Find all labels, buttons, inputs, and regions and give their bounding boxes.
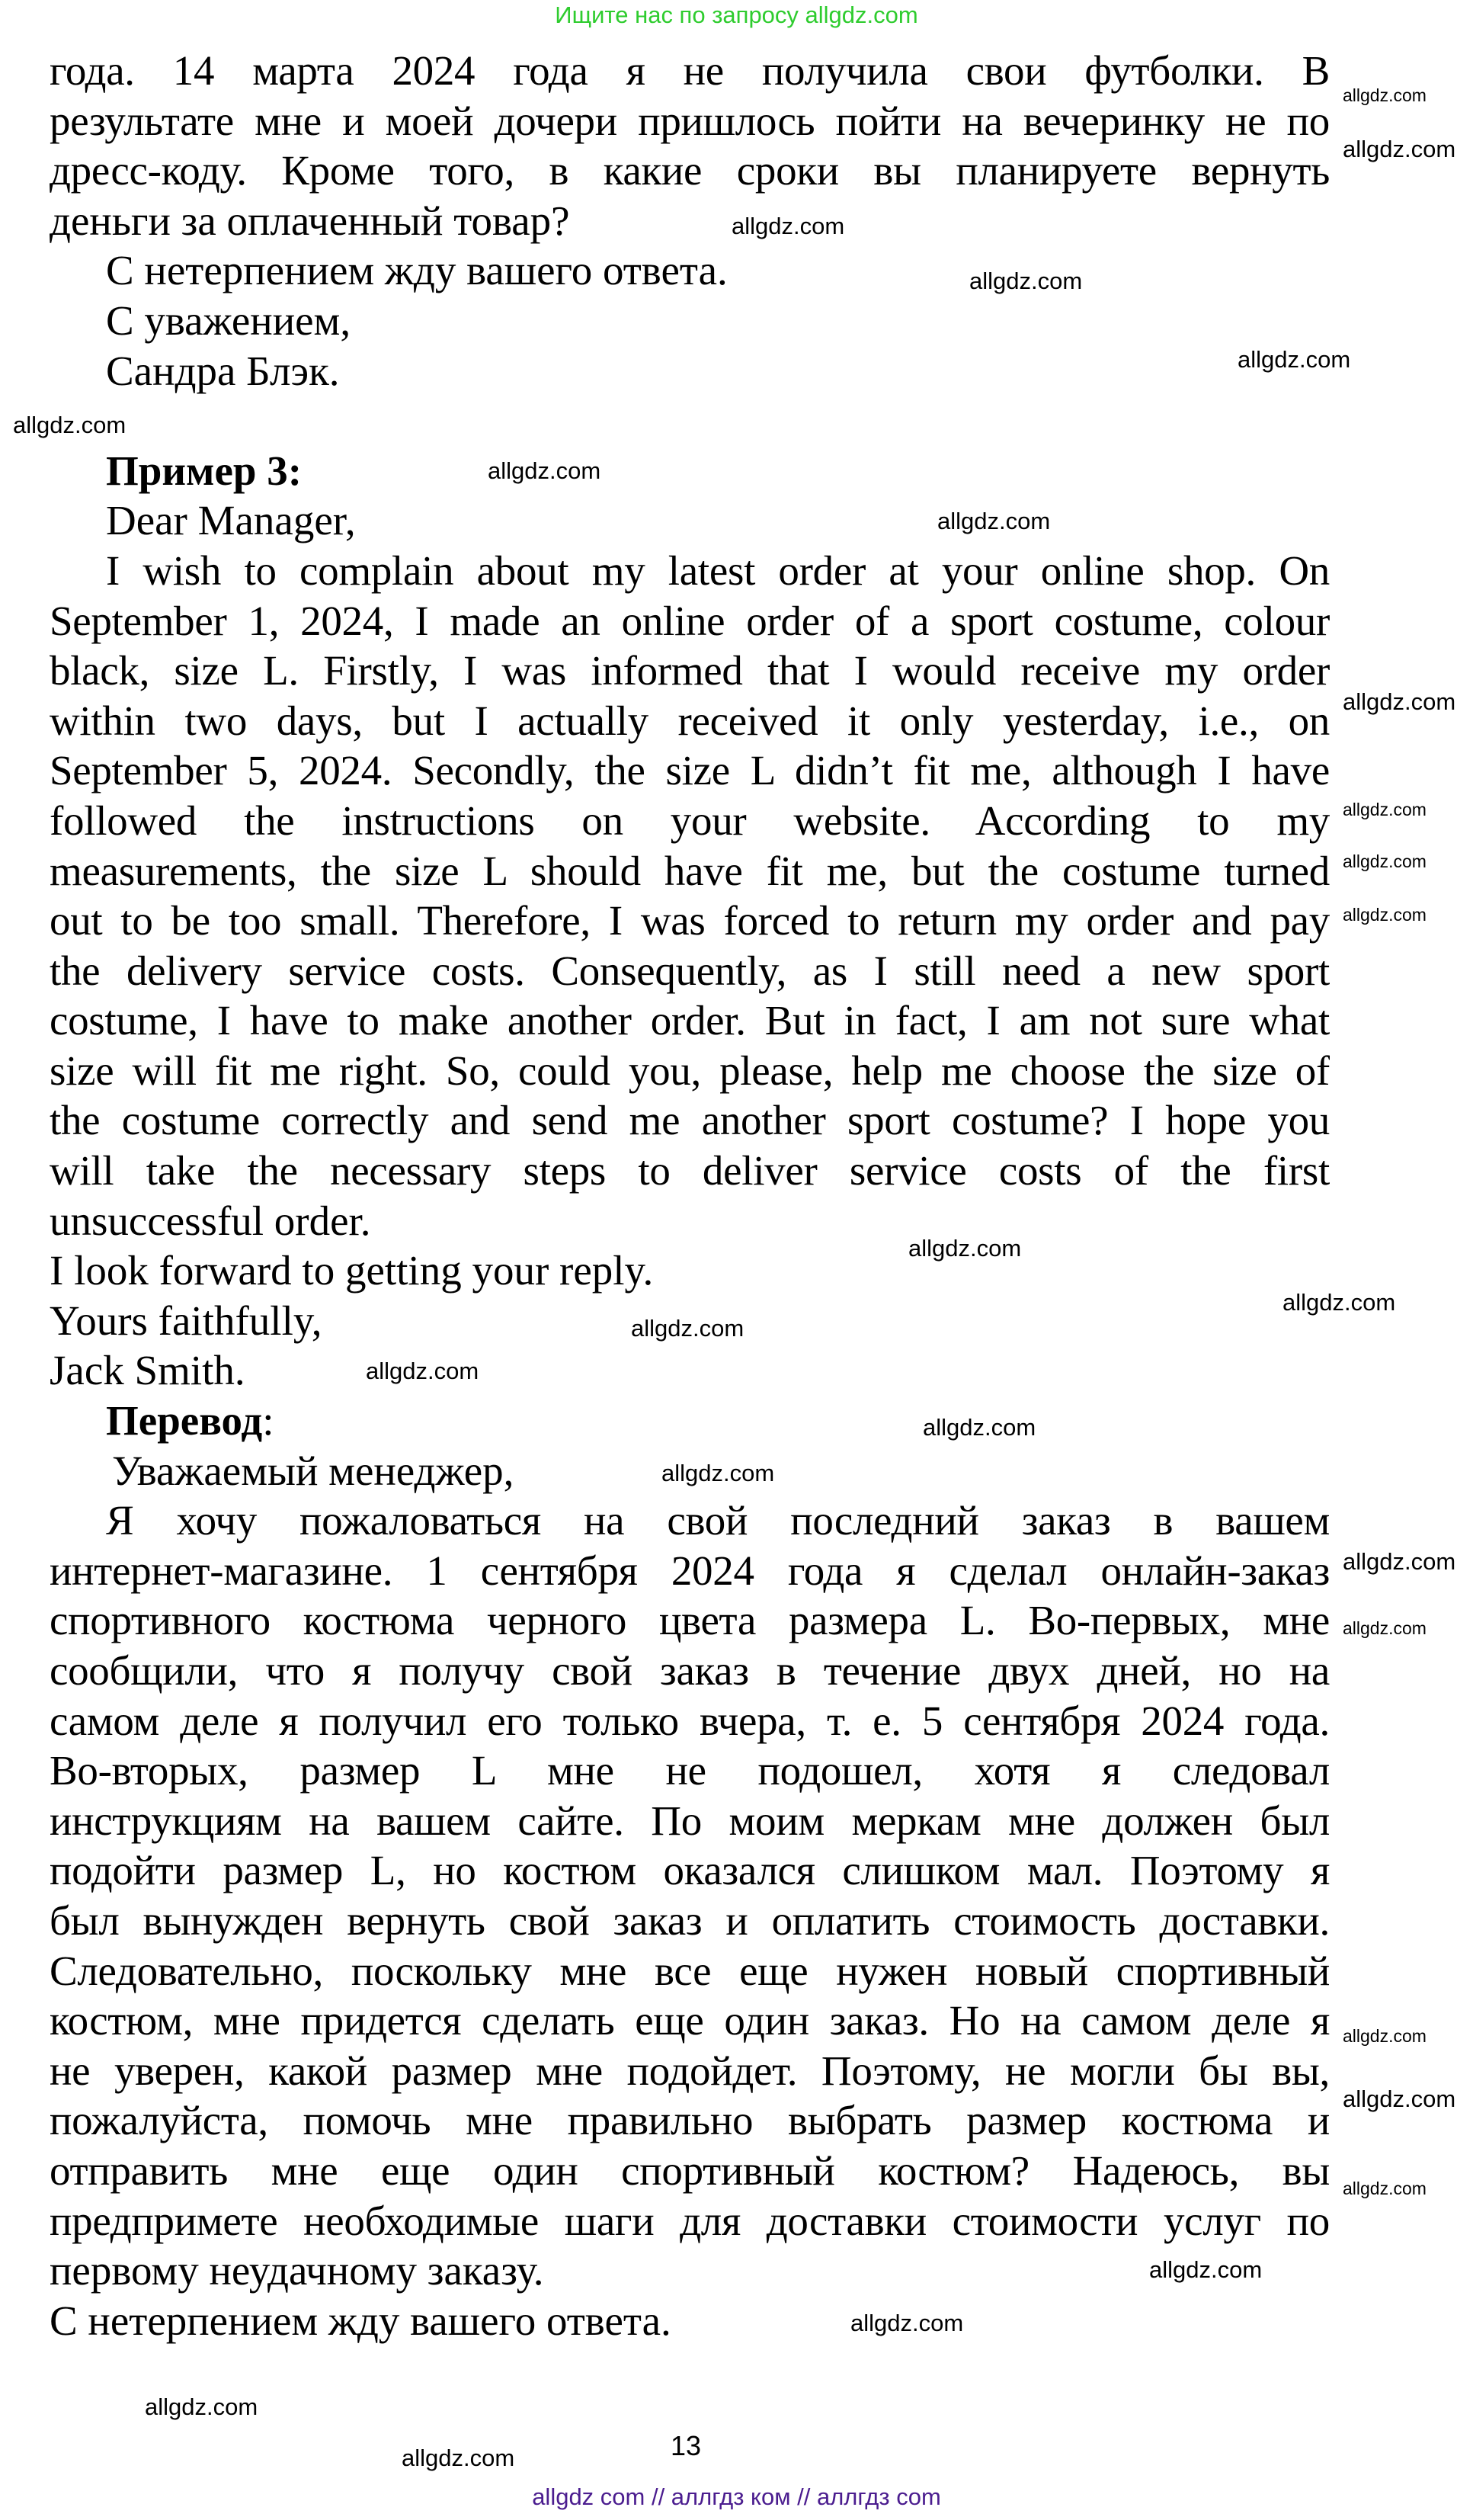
watermark: allgdz.com (1343, 800, 1427, 819)
salutation: Уважаемый менеджер, (112, 1447, 514, 1494)
text-line: С нетерпением жду вашего ответа. (106, 247, 728, 294)
text-line: will take the necessary steps to deliver service costs of the first (50, 1147, 1330, 1194)
signature: Сандра Блэк. (106, 347, 340, 394)
watermark: allgdz.com (1282, 1289, 1396, 1316)
text-line: Во-вторых, размер L мне не подошел, хотя я следовал (50, 1747, 1330, 1794)
watermark: allgdz.com (488, 457, 601, 484)
translation-heading-colon: : (262, 1397, 274, 1444)
signature: Jack Smith. (50, 1347, 245, 1394)
watermark: allgdz.com (1149, 2256, 1263, 2283)
watermark: allgdz.com (1343, 851, 1427, 871)
text-line: the costume correctly and send me another sport costume? I hope you (50, 1097, 1330, 1144)
text-line: сообщили, что я получу свой заказ в течение двух дней, но на (50, 1647, 1330, 1694)
translation-heading (50, 1396, 274, 1446)
text-line: black, size L. Firstly, I was informed that I would receive my order (50, 647, 1330, 694)
text-line: отправить мне еще один спортивный костюм? Надеюсь, вы (50, 2146, 1330, 2194)
watermark: allgdz.com (1343, 136, 1456, 162)
watermark: allgdz.com (732, 213, 845, 239)
text-line: within two days, but I actually received it only yesterday, i.e., on (50, 697, 1330, 744)
text-line: пожалуйста, помочь мне правильно выбрать размер костюма и (50, 2097, 1330, 2144)
text-line: Я хочу пожаловаться на свой последний заказ в вашем (106, 1497, 1330, 1544)
text-line: предпримете необходимые шаги для доставки стоимости услуг по (50, 2197, 1330, 2244)
watermark: allgdz.com (923, 1414, 1036, 1441)
watermark: allgdz.com (908, 1235, 1022, 1262)
text-line: Следовательно, поскольку мне все еще нужен новый спортивный (50, 1947, 1330, 1994)
text-line: самом деле я получил его только вчера, т. е. 5 сентября 2024 года. (50, 1697, 1330, 1744)
watermark: allgdz.com (969, 268, 1083, 294)
text-line: спортивного костюма черного цвета размера L. Во-первых, мне (50, 1597, 1330, 1644)
watermark: allgdz.com (1343, 2179, 1427, 2198)
text-line: costume, I have to make another order. But in fact, I am not sure what (50, 997, 1330, 1044)
watermark: allgdz.com (1238, 346, 1351, 373)
text-line: первому неудачному заказу. (50, 2247, 544, 2294)
text-line: size will fit me right. So, could you, please, help me choose the size of (50, 1047, 1330, 1094)
text-line: Yours faithfully, (50, 1297, 322, 1344)
watermark: allgdz.com (366, 1358, 479, 1384)
text-line: года. 14 марта 2024 года я не получила свои футболки. В (50, 47, 1330, 94)
watermark: allgdz.com (13, 412, 126, 438)
salutation: Dear Manager, (106, 497, 356, 544)
text-line: September 5, 2024. Secondly, the size L didn’t fit me, although I have (50, 747, 1330, 794)
watermark: allgdz.com (402, 2445, 515, 2471)
watermark: allgdz.com (1343, 2026, 1427, 2046)
document-body (50, 46, 1330, 2345)
text-line: С нетерпением жду вашего ответа. (50, 2297, 671, 2344)
watermark: allgdz.com (937, 508, 1051, 534)
text-line: результате мне и моей дочери пришлось пойти на вечеринку не по (50, 97, 1330, 144)
header-banner: Ищите нас по запросу allgdz.com (555, 2, 918, 28)
example-heading: Пример 3: (106, 447, 303, 494)
text-line: дресс-коду. Кроме того, в какие сроки вы планируете вернуть (50, 147, 1330, 194)
text-line: the delivery service costs. Consequently, as I still need a new sport (50, 947, 1330, 994)
text-line: I wish to complain about my latest order at your online shop. On (106, 547, 1330, 594)
watermark: allgdz.com (1343, 688, 1456, 715)
watermark: allgdz.com (1343, 1548, 1456, 1575)
text-line: out to be too small. Therefore, I was forced to return my order and pay (50, 897, 1330, 944)
watermark: allgdz.com (145, 2393, 258, 2420)
page-number: 13 (671, 2430, 702, 2461)
watermark: allgdz.com (850, 2310, 964, 2336)
text-line: костюм, мне придется сделать еще один заказ. Но на самом деле я (50, 1997, 1330, 2044)
watermark: allgdz.com (1343, 1618, 1427, 1638)
text-line: unsuccessful order. (50, 1197, 371, 1244)
text-line: measurements, the size L should have fit me, but the costume turned (50, 847, 1330, 894)
text-line: интернет-магазине. 1 сентября 2024 года я сделал онлайн-заказ (50, 1547, 1330, 1594)
text-line: подойти размер L, но костюм оказался слишком мал. Поэтому я (50, 1847, 1330, 1894)
text-line: September 1, 2024, I made an online order of a sport costume, colour (50, 597, 1330, 644)
watermark: allgdz.com (631, 1315, 745, 1342)
text-line: I look forward to getting your reply. (50, 1247, 654, 1294)
watermark: allgdz.com (1343, 2086, 1456, 2112)
watermark: allgdz.com (1343, 905, 1427, 925)
footer-banner: allgdz com // аллгдз ком // аллгдз com (532, 2483, 941, 2510)
text-line: не уверен, какой размер мне подойдет. Поэтому, не могли бы вы, (50, 2047, 1330, 2094)
text-line: был вынужден вернуть свой заказ и оплатить стоимость доставки. (50, 1896, 1330, 1944)
translation-heading-label: Перевод (106, 1397, 263, 1444)
text-line: С уважением, (106, 297, 351, 344)
watermark: allgdz.com (1343, 85, 1427, 105)
watermark: allgdz.com (661, 1460, 775, 1486)
text-line: инструкциям на вашем сайте. По моим меркам мне должен был (50, 1797, 1330, 1844)
text-line: followed the instructions on your website. According to my (50, 797, 1330, 844)
text-line: деньги за оплаченный товар? (50, 197, 570, 244)
